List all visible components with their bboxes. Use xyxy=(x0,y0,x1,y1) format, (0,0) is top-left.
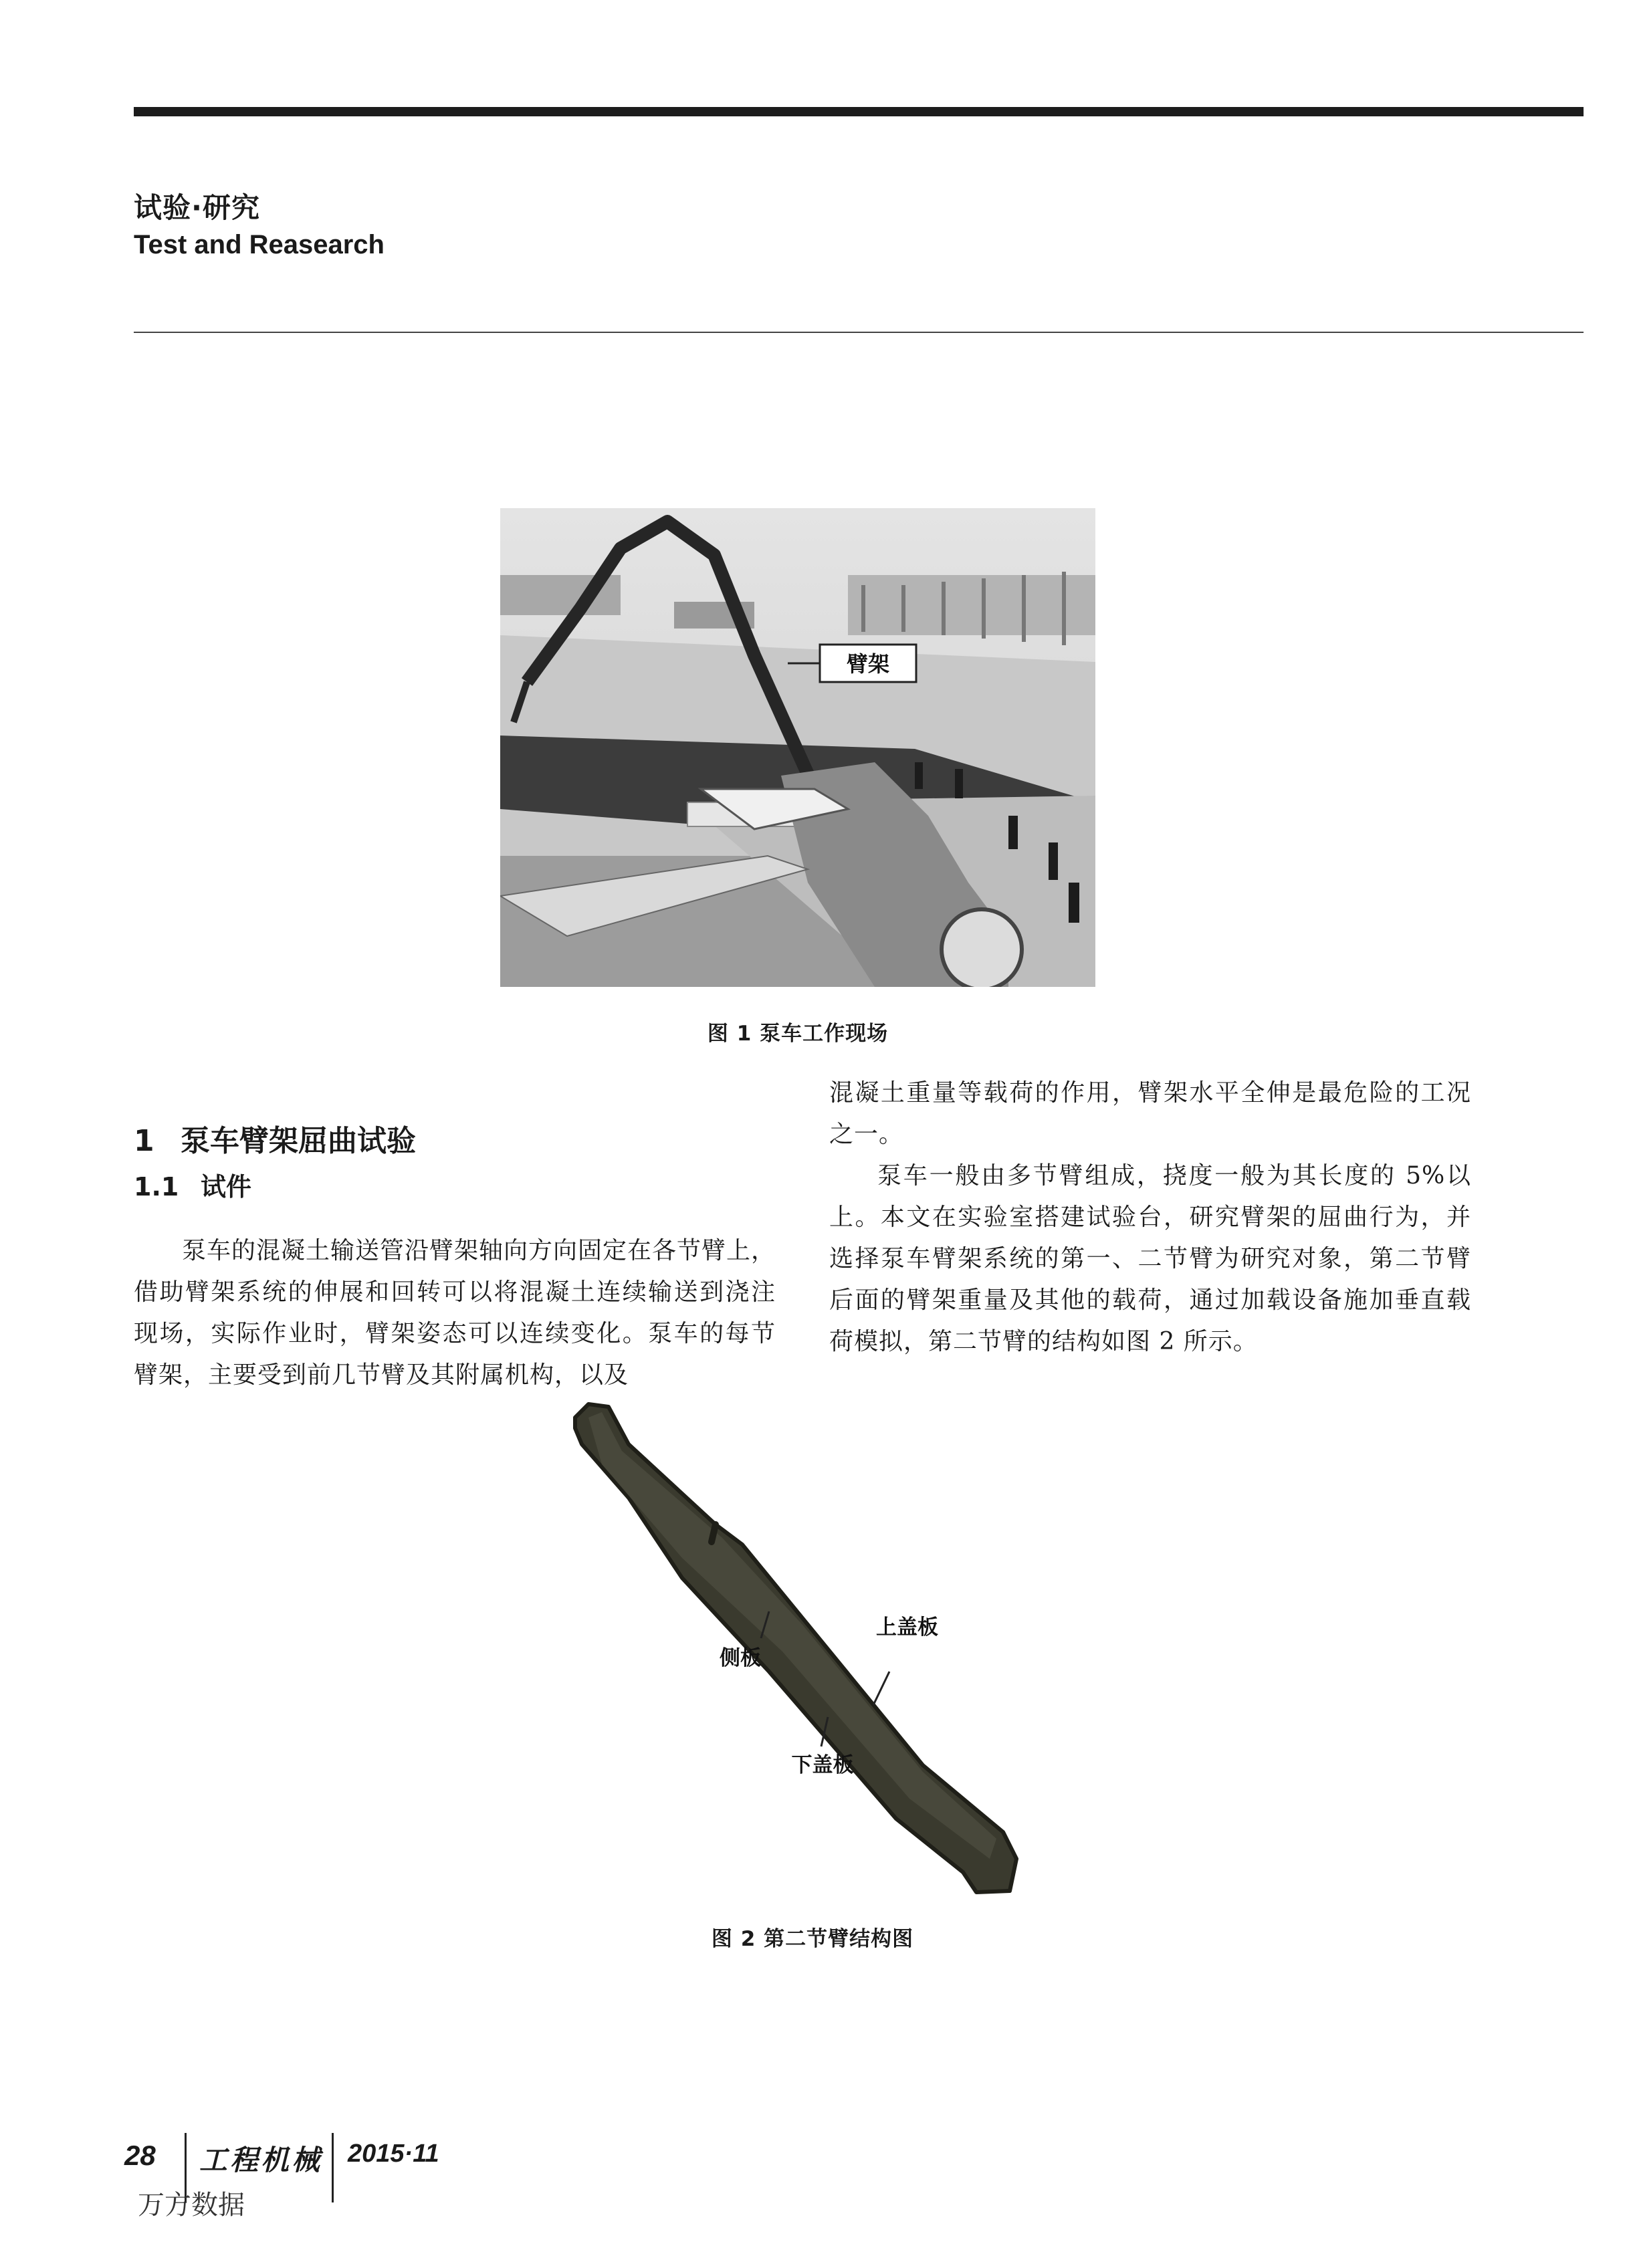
figure-2-label-side: 侧板 xyxy=(720,1646,761,1670)
paragraph: 泵车一般由多节臂组成，挠度一般为其长度的 5%以上。本文在实验室搭建试验台，研究臂架的屈曲行为，并选择泵车臂架系统的第一、二节臂为研究对象，第二节臂后面的臂架重量及其他的载荷，通过加载设备施加垂直载荷模拟，第二节臂的结构如图 2 所示。 xyxy=(829,1162,1471,1355)
figure-2-label-top: 上盖板 xyxy=(876,1615,938,1639)
figure-2-label-bottom: 下盖板 xyxy=(791,1753,854,1777)
journal-name: 工程机械 xyxy=(199,2144,323,2176)
issue-date: 2015·11 xyxy=(348,2140,439,2168)
page-number: 28 xyxy=(124,2140,156,2171)
section-1-heading: 1 泵车臂架屈曲试验 xyxy=(134,1124,416,1158)
figure-1-caption: 图 1 泵车工作现场 xyxy=(707,1022,889,1046)
figure-2-caption: 图 2 第二节臂结构图 xyxy=(711,1927,914,1951)
section-title-cn: 试验·研究 xyxy=(134,191,260,224)
figure-2-diagram xyxy=(548,1391,1057,1899)
footer-divider xyxy=(332,2133,334,2202)
paragraph: 混凝土重量等载荷的作用，臂架水平全伸是最危险的工况之一。 xyxy=(829,1079,1471,1148)
watermark: 万方数据 xyxy=(138,2190,245,2221)
right-column-text xyxy=(829,1072,1471,1363)
figure-1-label: 臂架 xyxy=(846,651,890,677)
subsection-1-1-heading: 1.1 试件 xyxy=(134,1172,252,1202)
figure-1-photo xyxy=(500,508,1095,987)
paragraph: 泵车的混凝土输送管沿臂架轴向方向固定在各节臂上，借助臂架系统的伸展和回转可以将混凝土连续输送到浇注现场，实际作业时，臂架姿态可以连续变化。泵车的每节臂架，主要受到前几节臂及其附属机构，以及 xyxy=(134,1237,776,1389)
section-title-en: Test and Reasearch xyxy=(134,230,385,259)
header-rule xyxy=(134,107,1584,116)
header-divider xyxy=(134,332,1584,333)
left-column-text xyxy=(134,1230,776,1396)
